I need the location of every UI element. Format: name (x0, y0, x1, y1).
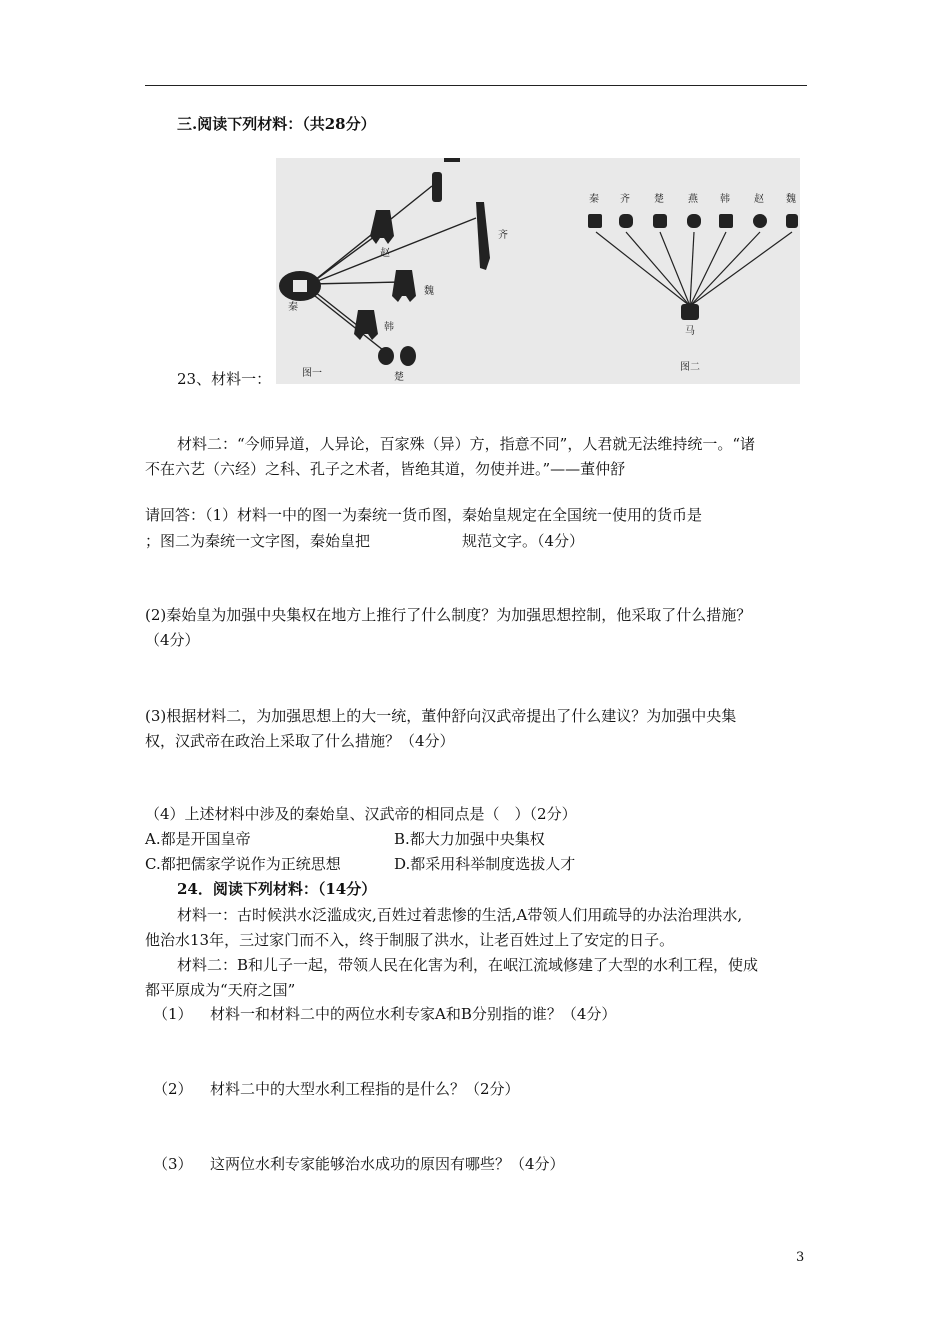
fig1-caption: 图一 (302, 368, 322, 379)
material2-line2: 不在六艺（六经）之科、孔子之术者，皆绝其道，勿使并进。”——董仲舒 (145, 460, 626, 478)
question1-line2a: ；图二为秦统一文字图，秦始皇把 (145, 532, 371, 550)
section-heading: 三.阅读下列材料：（共28分） (177, 115, 376, 133)
question4-stem: （4）上述材料中涉及的秦始皇、汉武帝的相同点是（ ）（2分） (145, 805, 577, 823)
state-label: 燕 (688, 194, 698, 205)
currency-figure (280, 158, 490, 366)
option-c: C.都把儒家学说作为正统思想 (145, 855, 341, 873)
q24-heading: 24．阅读下列材料：（14分） (177, 880, 377, 898)
state-label: 齐 (620, 194, 630, 205)
q24-material2-line1: 材料二：B和儿子一起，带领人民在化害为利，在岷江流域修建了大型的水利工程，使成 (177, 956, 759, 974)
question3-line2: 权，汉武帝在政治上采取了什么措施？（4分） (145, 732, 455, 750)
q24-sub3: 这两位水利专家能够治水成功的原因有哪些？（4分） (210, 1155, 565, 1173)
q24-sub2: 材料二中的大型水利工程指的是什么？（2分） (210, 1080, 520, 1098)
q24-sub3-number: （3） (153, 1155, 193, 1173)
state-label: 魏 (786, 194, 796, 205)
q24-material1-line2: 他治水13年，三过家门而不入，终于制服了洪水，让老百姓过上了安定的日子。 (145, 931, 675, 949)
label-qi: 齐 (498, 230, 508, 241)
option-d: D.都采用科举制度选拔人才 (394, 855, 576, 873)
label-chu: 楚 (394, 372, 404, 383)
state-label: 秦 (589, 194, 599, 205)
qin-unification-figure (276, 158, 800, 384)
label-han: 韩 (384, 322, 394, 333)
q24-sub2-number: （2） (153, 1080, 193, 1098)
header-rule (145, 85, 807, 86)
question2-line2: （4分） (145, 631, 200, 649)
material1-label: 23、材料一： (177, 370, 272, 388)
center-script: 马 (685, 326, 695, 337)
state-label: 赵 (754, 194, 764, 205)
option-a: A.都是开国皇帝 (145, 830, 251, 848)
option-b: B.都大力加强中央集权 (394, 830, 545, 848)
question3-line1: (3)根据材料二，为加强思想上的大一统，董仲舒向汉武帝提出了什么建议？为加强中央集 (145, 707, 737, 725)
q24-sub1: 材料一和材料二中的两位水利专家A和B分别指的谁？（4分） (210, 1005, 617, 1023)
label-qin: 秦 (288, 302, 298, 313)
q24-material2-line2: 都平原成为“天府之国” (145, 981, 296, 999)
state-label: 楚 (654, 194, 664, 205)
material2-line1: 材料二：“今师异道，人异论，百家殊（异）方，指意不同”，人君就无法维持统一。“诸 (177, 435, 756, 453)
page-number: 3 (796, 1250, 805, 1265)
state-label: 韩 (720, 194, 730, 205)
fig2-caption: 图二 (680, 362, 700, 373)
label-wei: 魏 (424, 286, 434, 297)
script-figure (588, 192, 798, 373)
question1-line1: 请回答：（1）材料一中的图一为秦统一货币图，秦始皇规定在全国统一使用的货币是 (145, 506, 703, 524)
question1-line2b: 规范文字。（4分） (462, 532, 585, 550)
q24-material1-line1: 材料一：古时候洪水泛滥成灾,百姓过着悲惨的生活,A带领人们用疏导的办法治理洪水, (177, 906, 743, 924)
label-zhao: 赵 (380, 248, 390, 259)
q24-sub1-number: （1） (153, 1005, 193, 1023)
question2-line1: (2)秦始皇为加强中央集权在地方上推行了什么制度？为加强思想控制，他采取了什么措施？ (145, 606, 752, 624)
